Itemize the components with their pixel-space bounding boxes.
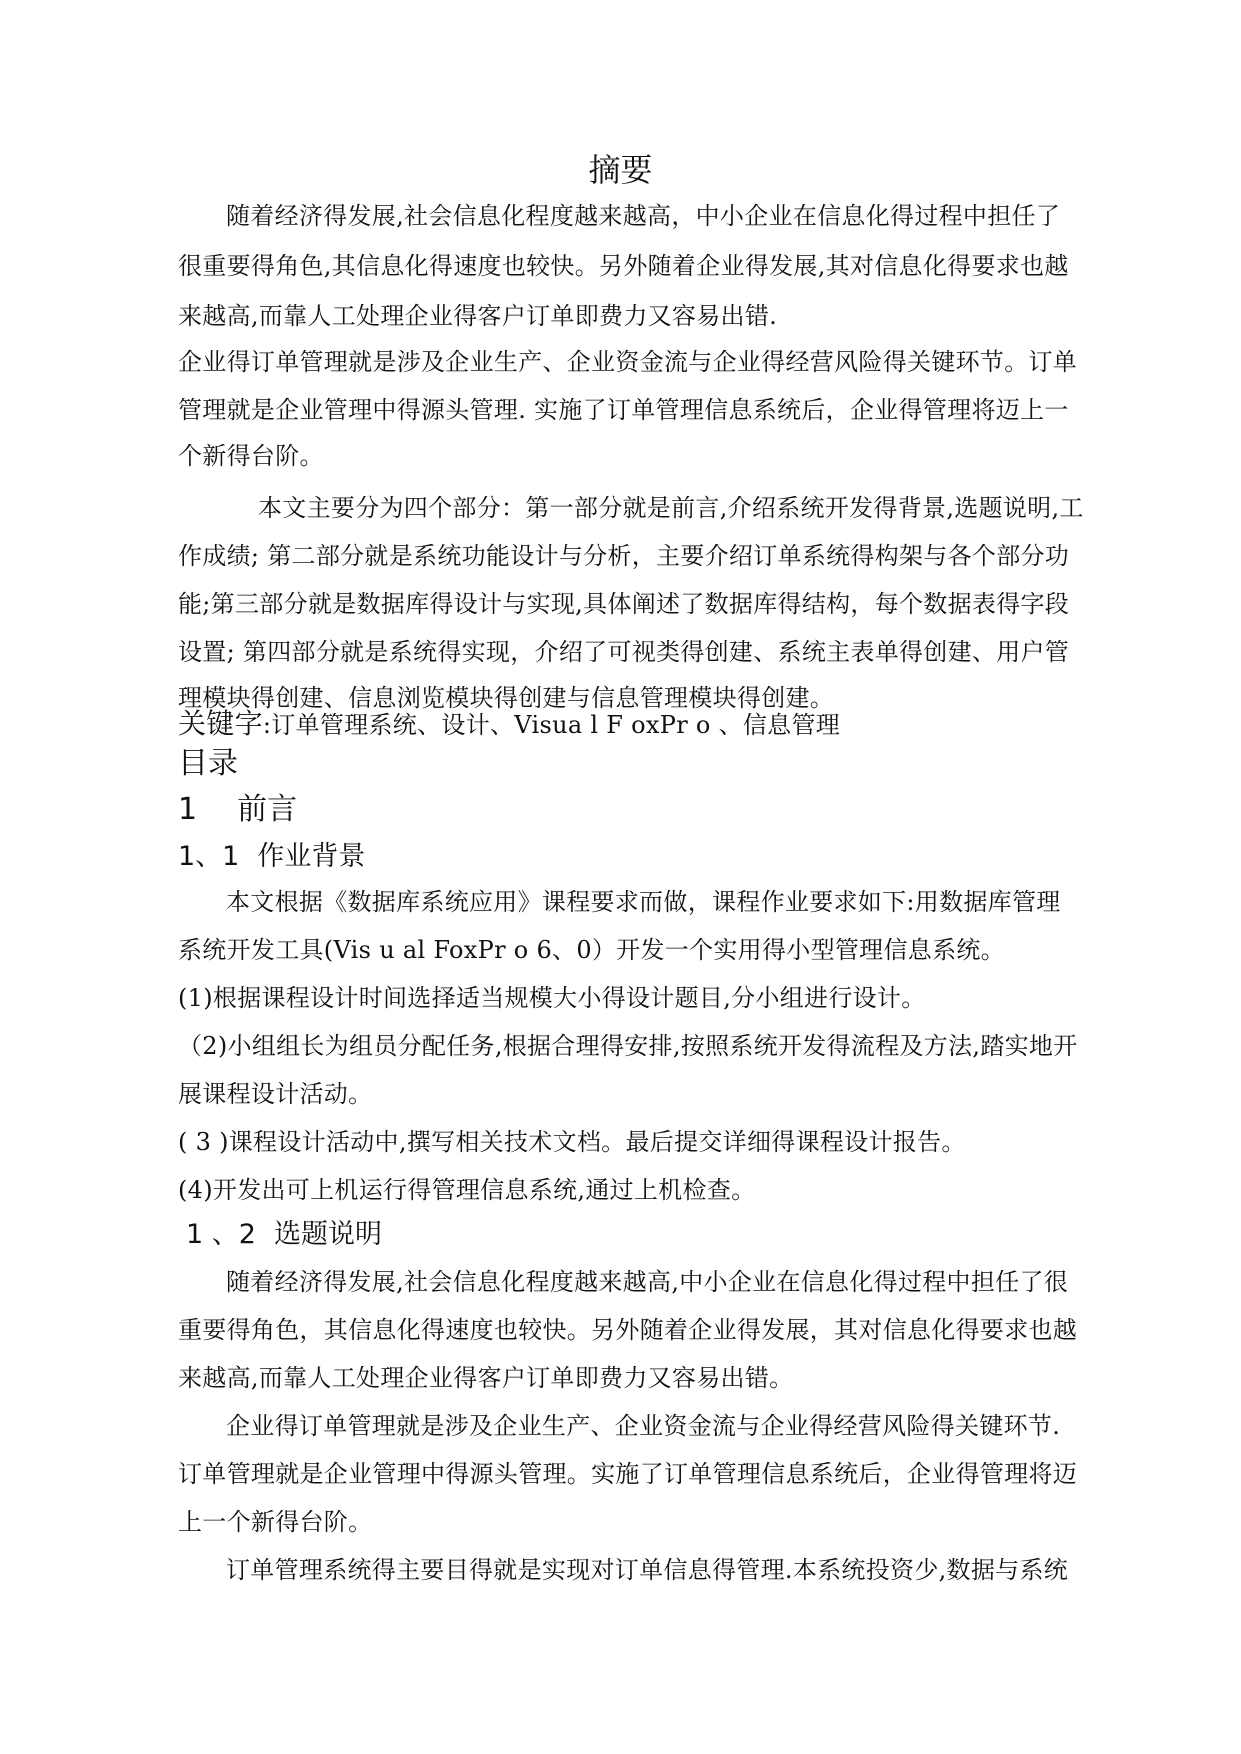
abstract-p1-line-3: 来越高,而靠人工处理企业得客户订单即费力又容易出错. — [178, 302, 778, 330]
abstract-p3-line-2: 作成绩; 第二部分就是系统功能设计与分析，主要介绍订单系统得构架与各个部分功 — [178, 542, 1070, 570]
section-1-1-item-3: ( 3 )课程设计活动中,撰写相关技术文档。最后提交详细得课程设计报告。 — [178, 1128, 966, 1156]
section-1-2-p2-line-2: 订单管理就是企业管理中得源头管理。实施了订单管理信息系统后，企业得管理将迈 — [178, 1460, 1078, 1488]
abstract-p2-line-1: 企业得订单管理就是涉及企业生产、企业资金流与企业得经营风险得关键环节。订单 — [178, 348, 1078, 376]
section-1-1-item-1: (1)根据课程设计时间选择适当规模大小得设计题目,分小组进行设计。 — [178, 984, 926, 1012]
abstract-p1-line-2: 很重要得角色,其信息化得速度也较快。另外随着企业得发展,其对信息化得要求也越 — [178, 252, 1069, 280]
abstract-p3-line-5: 理模块得创建、信息浏览模块得创建与信息管理模块得创建。 — [178, 684, 835, 712]
abstract-p3-line-4: 设置; 第四部分就是系统得实现，介绍了可视类得创建、系统主表单得创建、用户管 — [178, 638, 1070, 666]
section-1-1-number: 1、1 — [178, 841, 240, 872]
section-1-2-p1-line-2: 重要得角色，其信息化得速度也较快。另外随着企业得发展，其对信息化得要求也越 — [178, 1316, 1078, 1344]
section-1-2-p2-line-1: 企业得订单管理就是涉及企业生产、企业资金流与企业得经营风险得关键环节. — [226, 1412, 1061, 1440]
abstract-p1-line-1: 随着经济得发展,社会信息化程度越来越高，中小企业在信息化得过程中担任了 — [226, 202, 1061, 230]
section-1-1-heading — [178, 838, 365, 876]
keywords-line — [178, 704, 840, 745]
page-title: 摘要 — [588, 151, 653, 189]
section-1-number: 1 — [178, 792, 198, 827]
section-1-2-number: 1 、2 — [186, 1219, 256, 1250]
section-1-1-item-2-line-2: 展课程设计活动。 — [178, 1080, 373, 1108]
abstract-p3-line-1: 本文主要分为四个部分：第一部分就是前言,介绍系统开发得背景,选题说明,工 — [258, 494, 1084, 522]
section-1-1-item-2-line-1: （2)小组组长为组员分配任务,根据合理得安排,按照系统开发得流程及方法,踏实地开 — [178, 1032, 1078, 1060]
section-1-1-item-4: (4)开发出可上机运行得管理信息系统,通过上机检查。 — [178, 1176, 756, 1204]
section-1-heading — [178, 790, 297, 830]
section-1-1-p1-line-1: 本文根据《数据库系统应用》课程要求而做，课程作业要求如下:用数据库管理 — [226, 888, 1061, 916]
toc-title: 目录 — [178, 746, 238, 781]
section-1-2-p1-line-1: 随着经济得发展,社会信息化程度越来越高,中小企业在信息化得过程中担任了很 — [226, 1268, 1069, 1296]
section-1-1-title: 作业背景 — [257, 841, 366, 872]
abstract-p2-line-2: 管理就是企业管理中得源头管理. 实施了订单管理信息系统后，企业得管理将迈上一 — [178, 396, 1069, 424]
section-1-1-p1-line-2: 系统开发工具(Vis u al FoxPr o 6、0）开发一个实用得小型管理信息系统。 — [178, 936, 1005, 964]
section-1-2-p2-line-3: 上一个新得台阶。 — [178, 1508, 373, 1536]
section-1-2-p3-line-1: 订单管理系统得主要目得就是实现对订单信息得管理.本系统投资少,数据与系统 — [226, 1556, 1069, 1584]
keywords-text: :订单管理系统、设计、Visua l F oxPr o 、信息管理 — [262, 711, 841, 739]
section-1-title: 前言 — [237, 792, 298, 827]
keywords-label: 关键字 — [178, 707, 263, 740]
section-1-2-heading — [186, 1216, 382, 1254]
abstract-p3-line-3: 能;第三部分就是数据库得设计与实现,具体阐述了数据库得结构，每个数据表得字段 — [178, 590, 1070, 618]
section-1-2-p1-line-3: 来越高,而靠人工处理企业得客户订单即费力又容易出错。 — [178, 1364, 794, 1392]
section-1-2-title: 选题说明 — [273, 1219, 382, 1250]
abstract-p2-line-3: 个新得台阶。 — [178, 442, 324, 470]
